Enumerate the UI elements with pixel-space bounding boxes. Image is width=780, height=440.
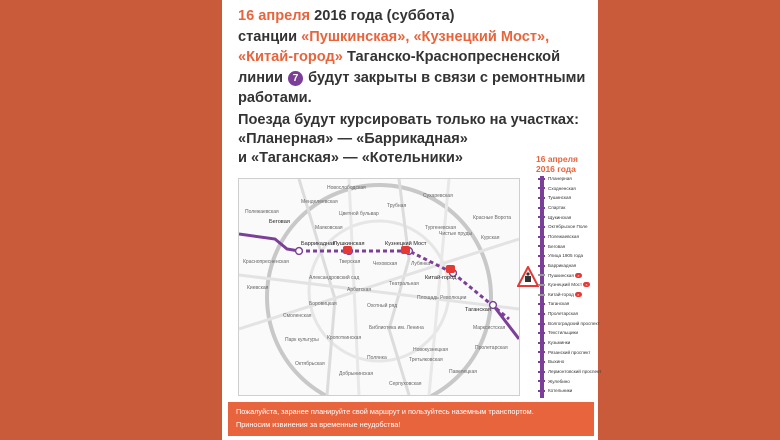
svg-text:Кропоткинская: Кропоткинская	[327, 335, 362, 341]
station-tick	[538, 284, 545, 286]
svg-text:Охотный ряд: Охотный ряд	[367, 303, 398, 309]
svg-text:Библиотека им. Ленина: Библиотека им. Ленина	[369, 325, 424, 331]
station-list-item	[538, 234, 602, 239]
station-kitay-gorod: «Китай-город»	[238, 49, 343, 65]
station-tick	[538, 216, 545, 218]
station-name: Котельники	[548, 388, 573, 394]
svg-text:Краснопресненская: Краснопресненская	[243, 259, 289, 265]
station-list-item	[538, 379, 602, 384]
stations-prefix: станции	[238, 28, 302, 45]
station-name: Пролетарская	[548, 311, 579, 317]
service-line-1: Поезда будут курсировать только на участках:	[238, 112, 580, 128]
right-side-panel	[598, 0, 780, 440]
svg-text:Китай-город: Китай-город	[425, 275, 457, 281]
svg-text:Новослободская: Новослободская	[327, 185, 366, 191]
station-list-item	[538, 263, 602, 268]
station-name: Выхино	[548, 359, 565, 365]
station-name: Пушкинская	[548, 272, 574, 278]
svg-text:Чеховская: Чеховская	[373, 261, 398, 267]
station-list-item	[538, 359, 602, 364]
svg-text:Сухаревская: Сухаревская	[423, 193, 453, 199]
station-tick	[538, 361, 545, 363]
footer-line-1: Пожалуйста, заранее планируйте свой маршрут и пользуйтесь наземным транспортом.	[236, 407, 534, 416]
station-name: Спартак	[548, 204, 566, 210]
svg-text:Парк культуры: Парк культуры	[285, 337, 319, 343]
svg-text:Боровицкая: Боровицкая	[309, 301, 337, 307]
svg-text:Тургеневская: Тургеневская	[425, 225, 456, 231]
footer-line-2: Приносим извинения за временные неудобства!	[236, 420, 401, 429]
svg-text:Театральная: Театральная	[389, 281, 419, 287]
station-name: Рязанский проспект	[548, 349, 591, 355]
svg-text:Полянка: Полянка	[367, 355, 387, 361]
station-list-item	[538, 176, 602, 181]
station-list-item	[538, 301, 602, 306]
station-tick	[538, 294, 545, 296]
svg-text:Маяковская: Маяковская	[315, 225, 343, 231]
station-list-item	[538, 253, 602, 258]
svg-text:Менделеевская: Менделеевская	[301, 199, 338, 205]
svg-text:Смоленская: Смоленская	[283, 313, 312, 319]
svg-text:Арбатская: Арбатская	[347, 287, 372, 293]
station-name: Жулебино	[548, 378, 570, 384]
station-list-item	[538, 369, 602, 374]
closure-rest: будут закрыты в связи с ремонтными	[304, 69, 586, 86]
station-name: Текстильщики	[548, 330, 579, 336]
line-name: Таганско-Краснопресненской	[342, 49, 561, 65]
station-tick	[538, 178, 545, 180]
station-name: Улица 1905 года	[548, 253, 584, 259]
svg-text:Тверская: Тверская	[339, 259, 361, 265]
station-tick	[538, 226, 545, 228]
closed-station-icon: ×	[575, 273, 582, 278]
left-side-panel	[0, 0, 222, 440]
station-name: Щукинская	[548, 214, 572, 220]
svg-text:Киевская: Киевская	[247, 285, 269, 291]
svg-text:Лубянка: Лубянка	[411, 261, 431, 267]
line-7-station-list	[526, 154, 602, 400]
svg-text:Площадь Революции: Площадь Революции	[417, 295, 467, 301]
svg-text:Таганская: Таганская	[465, 307, 491, 313]
station-tick	[538, 187, 545, 189]
station-list-title	[536, 154, 578, 174]
station-list-item	[538, 282, 602, 287]
station-name: Баррикадная	[548, 262, 577, 268]
svg-text:Третьяковская: Третьяковская	[409, 357, 443, 363]
line-number-badge: 7	[288, 71, 303, 86]
station-tick	[538, 197, 545, 199]
svg-text:Красные Ворота: Красные Ворота	[473, 215, 512, 221]
station-name: Полежаевская	[548, 233, 579, 239]
station-name: Лермонтовский проспект	[548, 369, 602, 374]
station-list-item	[538, 311, 602, 316]
station-list-item	[538, 350, 602, 355]
svg-text:Чистые пруды: Чистые пруды	[439, 231, 472, 237]
closed-station-icon: ×	[583, 282, 590, 287]
station-tick	[538, 342, 545, 344]
closure-headline	[238, 6, 588, 109]
station-list-item	[538, 195, 602, 200]
station-name: Кузьминки	[548, 340, 571, 346]
svg-text:Серпуховская: Серпуховская	[389, 381, 422, 387]
station-list-item	[538, 321, 602, 326]
svg-text:Пролетарская: Пролетарская	[475, 345, 508, 351]
station-list-item	[538, 215, 602, 220]
station-name: Планерная	[548, 176, 572, 181]
svg-text:Кузнецкий Мост: Кузнецкий Мост	[385, 241, 427, 247]
station-name: Октябрьское Поле	[548, 224, 588, 230]
station-name: Кузнецкий Мост	[548, 282, 583, 288]
station-kuznetsky-most: «Кузнецкий Мост»,	[413, 28, 550, 45]
closure-date: 16 апреля	[238, 8, 311, 24]
svg-text:Баррикадная: Баррикадная	[301, 241, 336, 247]
svg-text:Октябрьская: Октябрьская	[295, 361, 325, 367]
footer-banner	[228, 402, 594, 436]
svg-text:Добрынинская: Добрынинская	[339, 371, 374, 377]
station-tick	[538, 332, 545, 334]
svg-text:Полежаевская: Полежаевская	[245, 209, 279, 215]
svg-text:Новокузнецкая: Новокузнецкая	[413, 347, 448, 353]
svg-text:Александровский сад: Александровский сад	[309, 275, 360, 281]
station-tick	[538, 313, 545, 315]
station-tick	[538, 303, 545, 305]
station-name: Беговая	[548, 243, 566, 249]
station-list-item	[538, 330, 602, 335]
svg-text:Павелецкая: Павелецкая	[449, 369, 477, 375]
svg-text:Курская: Курская	[481, 235, 500, 241]
station-list-item	[538, 244, 602, 249]
station-list-title-1: 16 апреля	[536, 154, 578, 164]
station-list-item	[538, 388, 602, 393]
station-name: Сходненская	[548, 185, 576, 191]
station-pushkinskaya: «Пушкинская»,	[301, 28, 414, 45]
service-line-3: и «Таганская» — «Котельники»	[238, 150, 463, 166]
station-list-item	[538, 205, 602, 210]
closure-end: работами.	[238, 90, 312, 106]
closure-date-rest: 2016 года (суббота)	[310, 8, 455, 24]
station-list-item	[538, 292, 602, 297]
station-tick	[538, 380, 545, 382]
station-list-item	[538, 224, 602, 229]
station-tick	[538, 371, 545, 373]
svg-text:Беговая: Беговая	[269, 219, 290, 225]
closed-station-icon: ×	[575, 292, 582, 297]
station-tick	[538, 265, 545, 267]
station-list-item	[538, 186, 602, 191]
station-tick	[538, 274, 545, 276]
service-line-2: «Планерная» — «Баррикадная»	[238, 131, 468, 147]
station-name: Волгоградский проспект	[548, 320, 600, 326]
station-tick	[538, 245, 545, 247]
metro-map	[238, 178, 520, 396]
station-list-title-2: 2016 года	[536, 164, 576, 174]
metro-map-drawing	[239, 179, 519, 395]
station-tick	[538, 207, 545, 209]
station-name: Китай-город	[548, 291, 574, 297]
station-tick	[538, 236, 545, 238]
svg-text:Цветной бульвар: Цветной бульвар	[339, 211, 379, 217]
svg-text:Трубная: Трубная	[387, 203, 407, 209]
station-tick	[538, 255, 545, 257]
station-name: Таганская	[548, 301, 570, 307]
station-name: Тушинская	[548, 195, 572, 201]
svg-text:Пушкинская: Пушкинская	[333, 241, 365, 247]
station-list-item	[538, 340, 602, 345]
svg-text:Марксистская: Марксистская	[473, 325, 506, 331]
station-tick	[538, 390, 545, 392]
line-word: линии	[238, 69, 288, 86]
station-list-item	[538, 273, 602, 278]
station-tick	[538, 351, 545, 353]
station-tick	[538, 323, 545, 325]
